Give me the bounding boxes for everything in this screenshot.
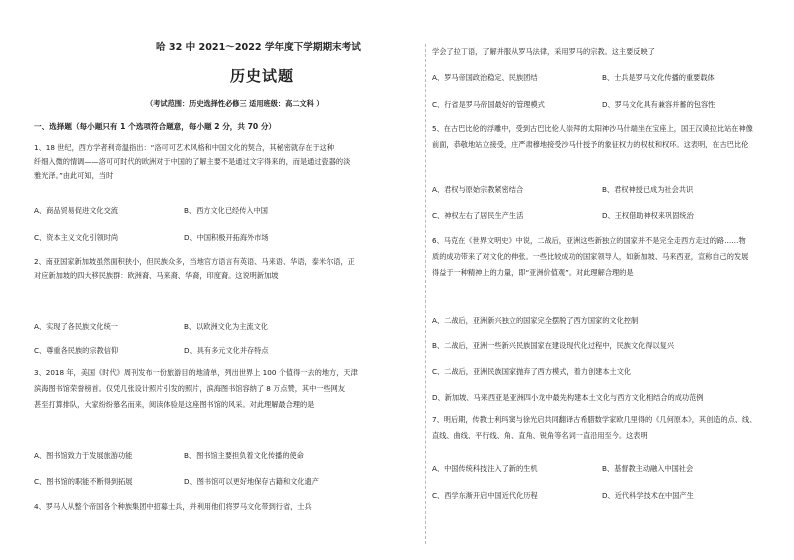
- q6-line-2: 质的成功带来了对文化的伸张。一些比较成功的国家领导人，如新加坡、马来西亚，宣称自己的发展: [432, 252, 749, 261]
- exam-title: 哈 32 中 2021～2022 学年度下学期期末考试: [156, 42, 361, 53]
- q4-continuation: 学会了拉丁语，了解并服从罗马法律，采用罗马的宗教。这主要反映了: [432, 47, 655, 56]
- q7-option-d[interactable]: D、近代科学技术在中国产生: [602, 491, 694, 500]
- q6-option-d[interactable]: D、新加坡、马来西亚是亚洲四小龙中最先构建本土文化与西方文化相结合的成功范例: [432, 393, 704, 402]
- q7-option-a[interactable]: A、中国传统科技注入了新的生机: [432, 464, 538, 473]
- exam-info: （考试范围：历史选择性必修三 适用班级：高二文科 ）: [146, 99, 324, 108]
- q4-option-d[interactable]: D、罗马文化具有兼容并蓄的包容性: [602, 100, 716, 109]
- q3-option-c[interactable]: C、图书馆的职能不断得到拓展: [34, 477, 133, 486]
- q4-option-b[interactable]: B、士兵是罗马文化传播的重要载体: [602, 73, 715, 82]
- q5-option-c[interactable]: C、神权左右了居民生产生活: [432, 211, 524, 220]
- q1-line-1: 1、18 世纪，西方学者利奇温指出：“洛可可艺术风格和中国文化的契合，其秘密就存在于这种: [34, 143, 335, 152]
- q4-line-1: 4、罗马人从整个帝国各个种族集团中招募士兵，并利用他们将罗马文化带到行省，士兵: [34, 502, 312, 511]
- q7-line-1: 7、明后期，传教士利玛窦与徐光启共同翻译古希腊数学家欧几里得的《几何原本》，其创造的点、线、: [432, 415, 757, 424]
- q6-option-a[interactable]: A、二战后，亚洲新兴独立的国家完全摆脱了西方国家的文化控制: [432, 316, 639, 325]
- q3-line-1: 3、2018 年，美国《时代》周刊发布一份旅游目的地清单，列出世界上 100 个值得一去的地方，天津: [34, 368, 358, 377]
- q1-option-a[interactable]: A、商品贸易促进文化交流: [34, 206, 118, 215]
- q3-option-a[interactable]: A、图书馆致力于发展旅游功能: [34, 451, 133, 460]
- q1-line-3: 雅光泽。”由此可知，当时: [34, 171, 114, 180]
- q5-line-2: 前面，恭敬地站立接受，庄严肃穆地接受沙马什授予的象征权力的权杖和权环。这表明，在古巴比伦: [432, 140, 749, 149]
- q7-option-c[interactable]: C、西学东渐开启中国近代化历程: [432, 491, 538, 500]
- q1-option-c[interactable]: C、资本主义文化引领时尚: [34, 233, 119, 242]
- q2-line-1: 2、南亚国家新加坡虽然面积狭小，但民族众多，当地官方语言有英语、马来语、华语，泰米尔语，正: [34, 257, 355, 266]
- q6-option-c[interactable]: C、二战后，亚洲民族国家抛弃了西方模式，着力创建本土文化: [432, 367, 632, 376]
- q6-line-1: 6、马克在《世界文明史》中说，二战后，亚洲这些新独立的国家并不是完全走西方走过的路……物: [432, 236, 746, 245]
- q4-option-c[interactable]: C、行省是罗马帝国最好的管理模式: [432, 100, 545, 109]
- q5-option-a[interactable]: A、君权与原始宗教紧密结合: [432, 185, 524, 194]
- q2-option-c[interactable]: C、尊重各民族的宗教信仰: [34, 346, 119, 355]
- q1-option-d[interactable]: D、中国积极开拓海外市场: [184, 233, 269, 242]
- q2-option-d[interactable]: D、具有多元文化并存特点: [184, 346, 269, 355]
- q2-option-b[interactable]: B、以欧洲文化为主流文化: [184, 322, 268, 331]
- q1-option-b[interactable]: B、西方文化已经传入中国: [184, 206, 268, 215]
- q5-option-b[interactable]: B、君权神授已成为社会共识: [602, 185, 694, 194]
- q5-option-d[interactable]: D、王权借助神权来巩固统治: [602, 211, 694, 220]
- q4-option-a[interactable]: A、罗马帝国政治稳定、民族团结: [432, 73, 538, 82]
- q5-line-1: 5、在古巴比伦的浮雕中，受到古巴比伦人崇拜的太阳神沙马什端坐在宝座上，国王汉谟拉比站在神像: [432, 124, 753, 133]
- q2-line-2: 对应新加坡的四大移民族群：欧洲裔、马来裔、华裔，印度裔。这说明新加坡: [34, 271, 279, 280]
- q1-line-2: 纤细入微的情调——洛可可时代的欧洲对于中国的了解主要不是通过文字得来的，而是通过瓷器的淡: [34, 157, 351, 166]
- q6-option-b[interactable]: B、二战后，亚洲一些新兴民族国家在建设现代化过程中，民族文化得以复兴: [432, 341, 675, 350]
- q7-option-b[interactable]: B、基督教主动融入中国社会: [602, 464, 694, 473]
- q3-line-2: 滨海图书馆荣誉榜首。仅凭几张设计照片引发的照片，滨海图书馆容纳了 8 万点赞，其中一些网友: [34, 384, 346, 393]
- section-heading: 一、选择题（每小题只有 1 个选项符合题意，每小题 2 分，共 70 分）: [34, 122, 277, 131]
- q6-line-3: 得益于一种精神上的力量，即“亚洲价值观”。对此理解合理的是: [432, 268, 634, 277]
- column-divider: [425, 44, 426, 544]
- q3-line-3: 甚至打算排队，大家纷纷慕名而来，阅读体验是这座图书馆的风采。对此理解最合理的是: [34, 400, 315, 409]
- subject-title: 历史试题: [230, 67, 295, 85]
- q3-option-b[interactable]: B、图书馆主要担负着文化传播的使命: [184, 451, 304, 460]
- q3-option-d[interactable]: D、图书馆可以更好地保存古籍和文化遗产: [184, 477, 319, 486]
- q7-line-2: 直线、曲线、平行线、角、直角、锐角等名词一直沿用至今。这表明: [432, 431, 648, 440]
- q2-option-a[interactable]: A、实现了各民族文化统一: [34, 322, 118, 331]
